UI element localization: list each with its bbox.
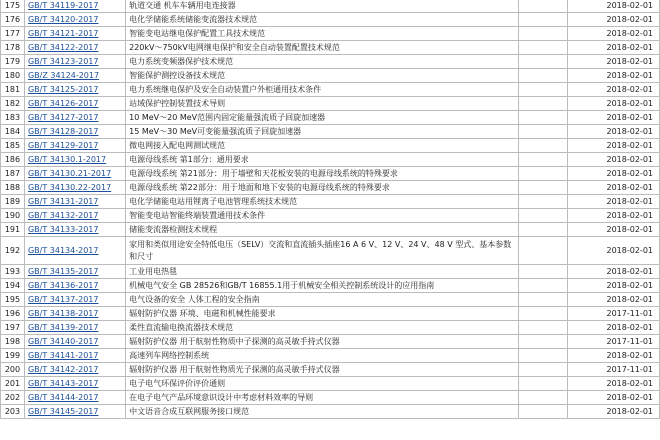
- empty-cell: [519, 223, 568, 237]
- empty-cell: [519, 83, 568, 97]
- implementation-date: 2017-11-01: [568, 307, 660, 321]
- implementation-date: 2018-02-01: [568, 69, 660, 83]
- standard-code-cell: [24, 69, 125, 83]
- empty-cell: [519, 405, 568, 419]
- implementation-date: 2017-11-01: [568, 335, 660, 349]
- empty-cell: [519, 307, 568, 321]
- standard-code-link[interactable]: GB/T 34135-2017: [27, 266, 99, 276]
- row-number: 179: [1, 55, 25, 69]
- empty-cell: [519, 139, 568, 153]
- standard-title: 电源母线系统 第22部分：用于地面和地下安装的电源母线系统的特殊要求: [126, 181, 519, 195]
- row-number: 196: [1, 307, 25, 321]
- standard-title: 智能变电站继电保护配置工具技术规范: [126, 27, 519, 41]
- standard-title: 柔性直流输电换流器技术规范: [126, 321, 519, 335]
- empty-cell: [519, 363, 568, 377]
- row-number: 176: [1, 13, 25, 27]
- implementation-date: 2018-02-01: [568, 55, 660, 69]
- implementation-date: 2018-02-01: [568, 377, 660, 391]
- table-row: [1, 0, 660, 13]
- standard-title: 辐射防护仪器 用于航射性物质中子探测的高灵敏手持式仪器: [126, 335, 519, 349]
- row-number: 191: [1, 223, 25, 237]
- standard-code-link[interactable]: GB/T 34123-2017: [27, 56, 99, 66]
- empty-cell: [519, 293, 568, 307]
- row-number: 175: [1, 0, 25, 13]
- empty-cell: [519, 0, 568, 13]
- standard-code-link[interactable]: GB/T 34132-2017: [27, 210, 99, 220]
- standard-code-cell: [24, 237, 125, 265]
- table-row: [1, 125, 660, 139]
- standard-title: 工业用电热毯: [126, 265, 519, 279]
- table-row: [1, 167, 660, 181]
- standard-code-cell: [24, 377, 125, 391]
- standard-code-link[interactable]: GB/T 34143-2017: [27, 378, 99, 388]
- standard-title: 智能保护测控设备技术规范: [126, 69, 519, 83]
- implementation-date: 2018-02-01: [568, 195, 660, 209]
- empty-cell: [519, 349, 568, 363]
- row-number: 192: [1, 237, 25, 265]
- table-row: [1, 391, 660, 405]
- implementation-date: 2018-02-01: [568, 293, 660, 307]
- row-number: 188: [1, 181, 25, 195]
- standard-code-cell: [24, 405, 125, 419]
- standard-title: 智能变电站智能终端装置通用技术条件: [126, 209, 519, 223]
- table-row: [1, 13, 660, 27]
- table-row: [1, 83, 660, 97]
- table-row: [1, 139, 660, 153]
- row-number: 202: [1, 391, 25, 405]
- standard-code-cell: [24, 363, 125, 377]
- empty-cell: [519, 153, 568, 167]
- row-number: 195: [1, 293, 25, 307]
- standard-code-cell: [24, 279, 125, 293]
- table-row: [1, 97, 660, 111]
- table-row: [1, 195, 660, 209]
- standard-title: 电源母线系统 第1部分：通用要求: [126, 153, 519, 167]
- row-number: 182: [1, 97, 25, 111]
- row-number: 197: [1, 321, 25, 335]
- standard-code-cell: [24, 55, 125, 69]
- standard-title: 中文语音合成互联网服务接口规范: [126, 405, 519, 419]
- empty-cell: [519, 167, 568, 181]
- row-number: 198: [1, 335, 25, 349]
- standard-code-cell: [24, 349, 125, 363]
- implementation-date: 2017-11-01: [568, 363, 660, 377]
- empty-cell: [519, 279, 568, 293]
- standard-title: 轨道交通 机车车辆用电连接器: [126, 0, 519, 13]
- standard-code-link[interactable]: GB/T 34137-2017: [27, 294, 99, 304]
- implementation-date: 2018-02-01: [568, 181, 660, 195]
- standard-title: 机械电气安全 GB 28526和GB/T 16855.1用于机械安全相关控制系统设计的应用指南: [126, 279, 519, 293]
- row-number: 178: [1, 41, 25, 55]
- table-row: [1, 405, 660, 419]
- standard-code-link[interactable]: GB/T 34125-2017: [27, 84, 99, 94]
- standard-code-link[interactable]: GB/T 34121-2017: [27, 28, 99, 38]
- standard-title: 电源母线系统 第21部分：用于墙壁和天花板安装的电源母线系统的特殊要求: [126, 167, 519, 181]
- standard-code-cell: [24, 167, 125, 181]
- row-number: 199: [1, 349, 25, 363]
- standard-code-cell: [24, 111, 125, 125]
- standard-code-link[interactable]: GB/T 34130.22-2017: [27, 182, 112, 192]
- empty-cell: [519, 265, 568, 279]
- standard-title: 在电子电气产品环境意识设计中考虑材料效率的导则: [126, 391, 519, 405]
- standard-code-link[interactable]: GB/T 34139-2017: [27, 322, 99, 332]
- row-number: 189: [1, 195, 25, 209]
- standard-code-cell: [24, 139, 125, 153]
- standard-code-cell: [24, 391, 125, 405]
- empty-cell: [519, 27, 568, 41]
- standard-title: 电子电气环保评价评价通则: [126, 377, 519, 391]
- row-number: 194: [1, 279, 25, 293]
- table-row: [1, 377, 660, 391]
- standard-code-cell: [24, 307, 125, 321]
- table-row: [1, 265, 660, 279]
- implementation-date: 2018-02-01: [568, 83, 660, 97]
- table-row: [1, 321, 660, 335]
- row-number: 190: [1, 209, 25, 223]
- standard-code-link[interactable]: GB/T 34136-2017: [27, 280, 99, 290]
- standard-title: 储能变流器检测技术规程: [126, 223, 519, 237]
- standard-code-cell: [24, 293, 125, 307]
- implementation-date: 2018-02-01: [568, 321, 660, 335]
- empty-cell: [519, 321, 568, 335]
- row-number: 203: [1, 405, 25, 419]
- standard-code-link[interactable]: GB/T 34128-2017: [27, 126, 99, 136]
- implementation-date: 2018-02-01: [568, 349, 660, 363]
- standard-code-cell: [24, 41, 125, 55]
- standard-code-link[interactable]: GB/T 34133-2017: [27, 224, 99, 234]
- standard-title: 15 MeV～30 MeV可变能量强流质子回旋加速器: [126, 125, 519, 139]
- empty-cell: [519, 237, 568, 265]
- table-row: [1, 293, 660, 307]
- standard-code-cell: [24, 153, 125, 167]
- table-row: [1, 307, 660, 321]
- empty-cell: [519, 13, 568, 27]
- standard-code-link[interactable]: GB/T 34144-2017: [27, 392, 99, 402]
- implementation-date: 2018-02-01: [568, 265, 660, 279]
- standard-code-link[interactable]: GB/T 34120-2017: [27, 14, 99, 24]
- implementation-date: 2018-02-01: [568, 391, 660, 405]
- implementation-date: 2018-02-01: [568, 111, 660, 125]
- table-row: [1, 153, 660, 167]
- standard-code-link[interactable]: GB/T 34145-2017: [27, 406, 99, 416]
- table-row: [1, 237, 660, 265]
- standard-title: 220kV～750kV电网继电保护和安全自动装置配置技术规范: [126, 41, 519, 55]
- standard-code-cell: [24, 335, 125, 349]
- standard-title: 站域保护控制装置技术导则: [126, 97, 519, 111]
- implementation-date: 2018-02-01: [568, 27, 660, 41]
- standard-title: 微电网接入配电网测试规范: [126, 139, 519, 153]
- standard-code-cell: [24, 195, 125, 209]
- empty-cell: [519, 181, 568, 195]
- standard-code-cell: [24, 125, 125, 139]
- table-row: [1, 349, 660, 363]
- empty-cell: [519, 69, 568, 83]
- row-number: 185: [1, 139, 25, 153]
- implementation-date: 2018-02-01: [568, 237, 660, 265]
- standard-code-link[interactable]: GB/T 34126-2017: [27, 98, 99, 108]
- standard-code-cell: [24, 181, 125, 195]
- table-row: [1, 223, 660, 237]
- standard-title: 家用和类似用途安全特低电压（SELV）交流和直流插头插座16 A 6 V、12 V、24 V、48 V 型式、基本参数和尺寸: [126, 237, 519, 265]
- implementation-date: 2018-02-01: [568, 209, 660, 223]
- table-row: [1, 111, 660, 125]
- row-number: 180: [1, 69, 25, 83]
- implementation-date: 2018-02-01: [568, 167, 660, 181]
- table-row: [1, 335, 660, 349]
- implementation-date: 2018-02-01: [568, 139, 660, 153]
- implementation-date: 2018-02-01: [568, 97, 660, 111]
- standard-code-link[interactable]: GB/T 34134-2017: [27, 245, 99, 255]
- row-number: 187: [1, 167, 25, 181]
- implementation-date: 2018-02-01: [568, 279, 660, 293]
- standard-code-cell: [24, 0, 125, 13]
- table-row: [1, 209, 660, 223]
- row-number: 200: [1, 363, 25, 377]
- standard-title: 电化学储能系统储能变流器技术规范: [126, 13, 519, 27]
- row-number: 201: [1, 377, 25, 391]
- standard-code-cell: [24, 83, 125, 97]
- empty-cell: [519, 209, 568, 223]
- standard-code-cell: [24, 265, 125, 279]
- standard-code-link[interactable]: GB/T 34127-2017: [27, 112, 99, 122]
- empty-cell: [519, 195, 568, 209]
- standard-code-link[interactable]: GB/T 34119-2017: [27, 0, 99, 10]
- standard-title: 辐射防护仪器 环境、电磁和机械性能要求: [126, 307, 519, 321]
- standard-code-cell: [24, 209, 125, 223]
- table-row: [1, 41, 660, 55]
- standard-code-link[interactable]: GB/T 34140-2017: [27, 336, 99, 346]
- implementation-date: 2018-02-01: [568, 125, 660, 139]
- empty-cell: [519, 377, 568, 391]
- table-row: [1, 279, 660, 293]
- standard-code-link[interactable]: GB/Z 34124-2017: [27, 70, 100, 80]
- row-number: 184: [1, 125, 25, 139]
- standard-code-cell: [24, 321, 125, 335]
- standard-code-link[interactable]: GB/T 34129-2017: [27, 140, 99, 150]
- row-number: 177: [1, 27, 25, 41]
- implementation-date: 2018-02-01: [568, 41, 660, 55]
- standard-code-link[interactable]: GB/T 34130.1-2017: [27, 154, 107, 164]
- standard-code-cell: [24, 223, 125, 237]
- empty-cell: [519, 97, 568, 111]
- standard-code-link[interactable]: GB/T 34130.21-2017: [27, 168, 112, 178]
- standard-code-link[interactable]: GB/T 34138-2017: [27, 308, 99, 318]
- implementation-date: 2018-02-01: [568, 223, 660, 237]
- implementation-date: 2018-02-01: [568, 405, 660, 419]
- empty-cell: [519, 125, 568, 139]
- standard-code-cell: [24, 13, 125, 27]
- table-row: [1, 27, 660, 41]
- row-number: 186: [1, 153, 25, 167]
- standard-code-link[interactable]: GB/T 34141-2017: [27, 350, 99, 360]
- standard-code-link[interactable]: GB/T 34142-2017: [27, 364, 99, 374]
- row-number: 183: [1, 111, 25, 125]
- table-row: [1, 55, 660, 69]
- table-row: [1, 69, 660, 83]
- standard-title: 电力系统变频器保护技术规范: [126, 55, 519, 69]
- implementation-date: 2018-02-01: [568, 13, 660, 27]
- implementation-date: 2018-02-01: [568, 0, 660, 13]
- empty-cell: [519, 391, 568, 405]
- standard-title: 电化学储能电站用锂离子电池管理系统技术规范: [126, 195, 519, 209]
- standard-title: 电力系统继电保护及安全自动装置户外柜通用技术条件: [126, 83, 519, 97]
- standard-title: 辐射防护仪器 用于航射性物质光子探测的高灵敏手持式仪器: [126, 363, 519, 377]
- standard-code-cell: [24, 27, 125, 41]
- implementation-date: 2018-02-01: [568, 153, 660, 167]
- standard-code-link[interactable]: GB/T 34131-2017: [27, 196, 99, 206]
- row-number: 181: [1, 83, 25, 97]
- standard-code-link[interactable]: GB/T 34122-2017: [27, 42, 99, 52]
- standard-title: 高速列车网络控制系统: [126, 349, 519, 363]
- table-row: [1, 181, 660, 195]
- standard-title: 10 MeV～20 MeV范围内固定能量强流质子回旋加速器: [126, 111, 519, 125]
- standard-code-cell: [24, 97, 125, 111]
- empty-cell: [519, 41, 568, 55]
- empty-cell: [519, 55, 568, 69]
- empty-cell: [519, 335, 568, 349]
- table-row: [1, 363, 660, 377]
- standard-title: 电气设备的安全 人体工程的安全指南: [126, 293, 519, 307]
- empty-cell: [519, 111, 568, 125]
- row-number: 193: [1, 265, 25, 279]
